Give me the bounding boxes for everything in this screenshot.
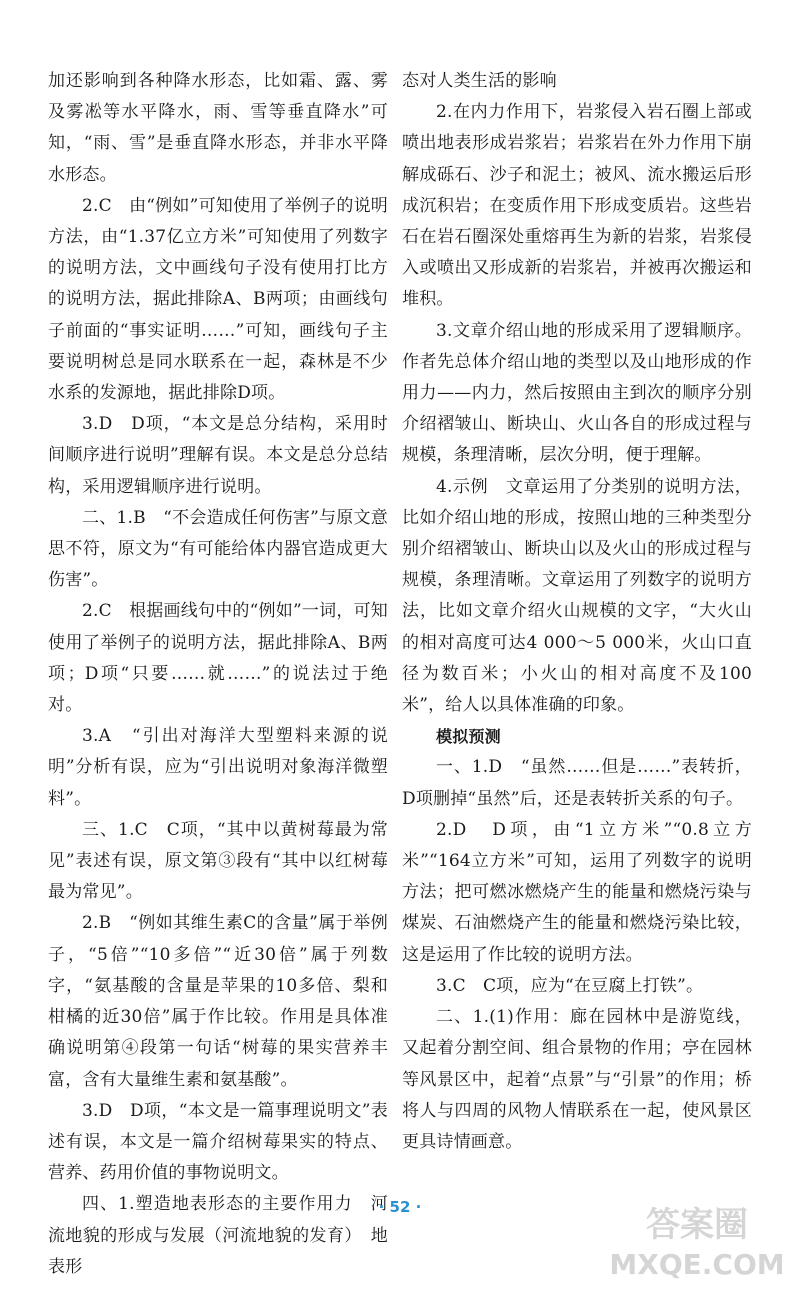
paragraph: 二、1.B “不会造成任何伤害”与原文意思不符，原文为“有可能给体内器官造成更大伤害”。 (48, 507, 388, 591)
svg-text:MXQE.COM: MXQE.COM (609, 1248, 785, 1281)
paragraph: 3.D D项，“本文是一篇事理说明文”表述有误，本文是一篇介绍树莓果实的特点、营养、药用价值的事物说明文。 (48, 1100, 388, 1184)
paragraph: 2.在内力作用下，岩浆侵入岩石圈上部或喷出地表形成岩浆岩；岩浆岩在外力作用下崩解成砾石、沙子和泥土；被风、流水搬运后形成沉积岩；在变质作用下形成变质岩。这些岩石在岩石圈深处重熔再生为新的岩浆，岩浆侵入或喷出又形成新的岩浆岩，并被再次搬运和堆积。 (402, 102, 752, 310)
paragraph: 2.C 根据画线句中的“例如”一词，可知使用了举例子的说明方法，据此排除A、B两项；D项“只要……就……”的说法过于绝对。 (48, 601, 388, 716)
paragraph: 一、1.D “虽然……但是……”表转折，D项删掉“虽然”后，还是表转折关系的句子。 (402, 757, 752, 809)
paragraph: 3.D D项，“本文是总分结构，采用时间顺序进行说明”理解有误。本文是总分总结构，采用逻辑顺序进行说明。 (48, 414, 388, 497)
paragraph: 态对人类生活的影响 (402, 71, 557, 91)
paragraph: 3.文章介绍山地的形成采用了逻辑顺序。作者先总体介绍山地的类型以及山地形成的作用力——内力，然后按照由主到次的顺序分别介绍褶皱山、断块山、火山各自的形成过程与规模，条理清晰，层次分明，便于理解。 (402, 320, 752, 466)
paragraph: 4.示例 文章运用了分类别的说明方法，比如介绍山地的形成，按照山地的三种类型分别介绍褶皱山、断块山以及火山的形成过程与规模，条理清晰。文章运用了列数字的说明方法，比如文章介绍火山规模的文字，“大火山的相对高度可达4 000～5 000米，火山口直径为数百米；小火山的相对高度不及100米”，给人以具体准确的印象。 (402, 476, 752, 716)
paragraph: 二、1.(1)作用：廊在园林中是游览线，又起着分割空间、组合景物的作用；亭在园林等风景区中，起着“点景”与“引景”的作用；桥将人与四周的风物人情联系在一起，使风景区更具诗情画意。 (402, 1007, 752, 1152)
right-column (402, 66, 752, 1158)
paragraph: 2.C 由“例如”可知使用了举例子的说明方法，由“1.37亿立方米”可知使用了列数字的说明方法，文中画线句子没有使用打比方的说明方法，据此排除A、B两项；由画线句子前面的“事实证明……”可知，画线句子主要说明树总是同水联系在一起，森林是不少水系的发源地，据此排除D项。 (48, 195, 388, 404)
paragraph: 四、1.塑造地表形态的主要作用力 河流地貌的形成与发展（河流地貌的发育） 地表形 (48, 1194, 388, 1277)
watermark-logo (602, 1196, 792, 1286)
section-heading: 模拟预测 (436, 727, 501, 747)
paragraph: 2.B “例如其维生素C的含量”属于举例子，“5倍”“10多倍”“近30倍”属于列数字，“氨基酸的含量是苹果的10多倍、梨和柑橘的近30倍”属于作比较。作用是具体准确说明第④段第一句话“树莓的果实营养丰富，含有大量维生素和氨基酸”。 (48, 913, 388, 1090)
svg-text:答案圈: 答案圈 (646, 1205, 748, 1245)
paragraph: 3.C C项，应为“在豆腐上打铁”。 (436, 975, 704, 996)
page-number: · 52 · (378, 1198, 422, 1216)
paragraph: 加还影响到各种降水形态，比如霜、露、雾及雾凇等水平降水，雨、雪等垂直降水”可知，“雨、雪”是垂直降水形态，并非水平降水形态。 (48, 71, 388, 185)
left-column (48, 66, 388, 1283)
paragraph: 三、1.C C项，“其中以黄树莓最为常见”表述有误，原文第③段有“其中以红树莓最为常见”。 (48, 819, 388, 903)
paragraph: 3.A “引出对海洋大型塑料来源的说明”分析有误，应为“引出说明对象海洋微塑料”。 (48, 726, 388, 809)
paragraph: 2.D D项，由“1立方米”“0.8立方米”“164立方米”可知，运用了列数字的说明方法；把可燃冰燃烧产生的能量和燃烧污染与煤炭、石油燃烧产生的能量和燃烧污染比较，这是运用了作比较的说明方法。 (402, 819, 752, 965)
